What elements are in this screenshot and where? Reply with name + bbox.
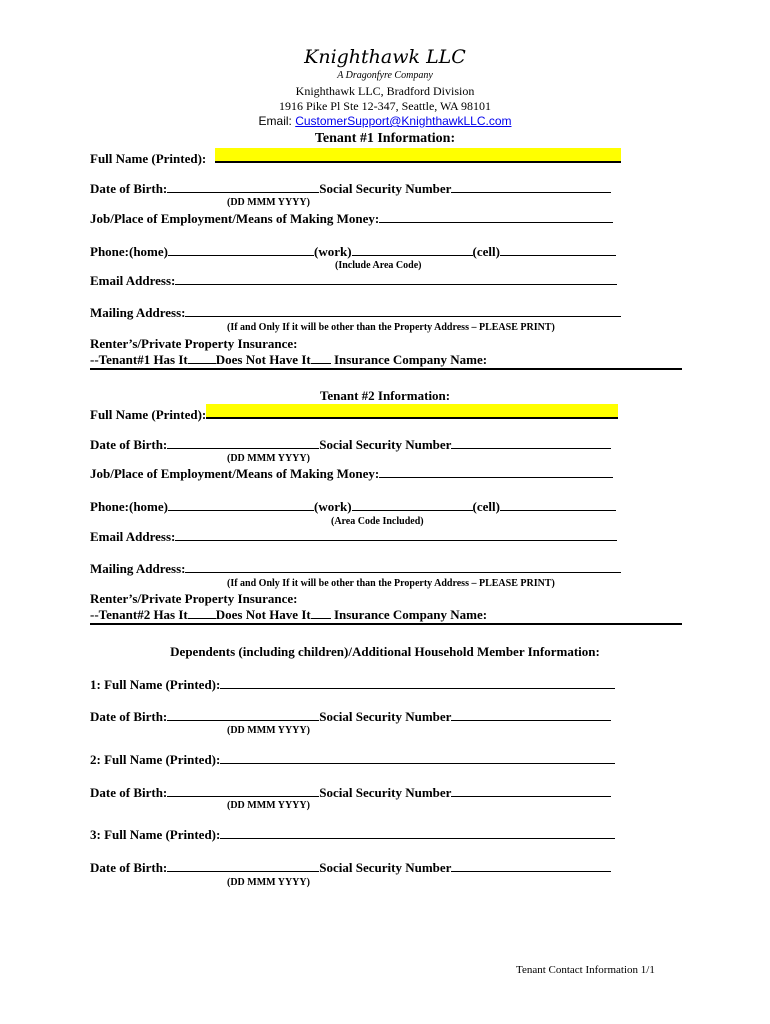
dependents-title: Dependents (including children)/Additional Household Member Information: <box>170 644 600 659</box>
tenant2-dob-field[interactable] <box>167 437 319 449</box>
company-address: 1916 Pike Pl Ste 12-347, Seattle, WA 98101 <box>278 99 492 113</box>
tenant1-phone-cell-field[interactable] <box>500 244 616 256</box>
tenant1-ins-not-label: Does Not Have It <box>215 352 311 367</box>
tenant1-phone-work-label: (work) <box>314 244 352 259</box>
tenant1-full-name-label: Full Name (Printed): <box>90 151 207 166</box>
tenant2-phone-note: (Area Code Included) <box>331 516 424 527</box>
dependent1-ssn-field[interactable] <box>451 709 611 721</box>
tenant2-insurance-label: Renter’s/Private Property Insurance: <box>90 591 298 606</box>
tenant2-ins-has-label: --Tenant#2 Has It <box>90 607 188 622</box>
tenant2-title: Tenant #2 Information: <box>319 388 451 403</box>
tenant2-ins-not-label: Does Not Have It <box>215 607 311 622</box>
dependent2-dob-label: Date of Birth: <box>90 785 168 800</box>
tenant2-mailing-row <box>90 561 621 577</box>
tenant1-mailing-row <box>90 305 621 321</box>
tenant1-mailing-note: (If and Only If it will be other than the Property Address – PLEASE PRINT) <box>227 322 555 333</box>
tenant1-email-row <box>90 273 617 289</box>
tenant1-ins-company-label: Insurance Company Name: <box>333 352 488 367</box>
tenant2-mailing-label: Mailing Address: <box>90 561 186 576</box>
dependent1-dob-format-note: (DD MMM YYYY) <box>227 725 310 736</box>
dependent3-ssn-label: Social Security Number <box>319 860 452 875</box>
dependent1-name-field[interactable] <box>220 677 615 689</box>
dependent2-name-field[interactable] <box>220 752 615 764</box>
dependent2-dob-row <box>90 785 611 801</box>
support-email-link[interactable]: CustomerSupport@KnighthawkLLC.com <box>295 114 512 128</box>
tenant2-full-name-row <box>90 404 618 423</box>
tenant2-ins-company-label: Insurance Company Name: <box>333 607 488 622</box>
tenant2-dob-label: Date of Birth: <box>90 437 168 452</box>
dependent3-name-field[interactable] <box>220 827 615 839</box>
tenant2-job-row <box>90 466 613 482</box>
tenant1-phone-cell-label: (cell) <box>472 244 500 259</box>
tenant2-email-row <box>90 529 617 545</box>
dependent3-name-row <box>90 827 615 843</box>
tenant2-phone-home-field[interactable] <box>168 499 314 511</box>
tenant1-job-field[interactable] <box>379 211 613 223</box>
tenant1-ssn-label: Social Security Number <box>319 181 452 196</box>
dependent1-dob-field[interactable] <box>167 709 319 721</box>
tenant2-dob-row <box>90 437 611 453</box>
dependent2-ssn-field[interactable] <box>451 785 611 797</box>
tenant1-job-label: Job/Place of Employment/Means of Making Money: <box>90 211 380 226</box>
page-footer: Tenant Contact Information 1/1 <box>516 964 655 976</box>
dependent1-dob-label: Date of Birth: <box>90 709 168 724</box>
tenant1-dob-row <box>90 181 611 197</box>
tenant2-ins-not-field[interactable] <box>311 607 331 619</box>
tenant2-job-field[interactable] <box>379 466 613 478</box>
tenant1-email-field[interactable] <box>175 273 617 285</box>
tenant1-dob-format-note: (DD MMM YYYY) <box>227 197 310 208</box>
dependent1-name-label: 1: Full Name (Printed): <box>90 677 221 692</box>
tenant2-full-name-label: Full Name (Printed): <box>90 407 207 422</box>
company-division: Knighthawk LLC, Bradford Division <box>295 84 475 98</box>
dependent1-ssn-label: Social Security Number <box>319 709 452 724</box>
tenant2-phone-work-label: (work) <box>314 499 352 514</box>
dependent2-dob-field[interactable] <box>167 785 319 797</box>
section-divider <box>90 368 682 370</box>
dependent1-dob-row <box>90 709 611 725</box>
tenant1-insurance-row <box>90 352 487 368</box>
tenant2-full-name-field[interactable] <box>206 404 618 419</box>
tenant1-ssn-field[interactable] <box>451 181 611 193</box>
tenant1-ins-not-field[interactable] <box>311 352 331 364</box>
tenant1-mailing-field[interactable] <box>185 305 621 317</box>
tenant2-mailing-field[interactable] <box>185 561 621 573</box>
company-email-line <box>0 114 770 128</box>
dependent3-dob-label: Date of Birth: <box>90 860 168 875</box>
tenant1-mailing-label: Mailing Address: <box>90 305 186 320</box>
tenant2-phone-cell-label: (cell) <box>472 499 500 514</box>
company-name: Knighthawk LLC <box>304 46 466 68</box>
company-tagline: A Dragonfyre Company <box>337 70 433 81</box>
tenant1-dob-field[interactable] <box>167 181 319 193</box>
tenant1-phone-work-field[interactable] <box>352 244 473 256</box>
tenant1-phone-note: (Include Area Code) <box>335 260 422 271</box>
tenant2-mailing-note: (If and Only If it will be other than the Property Address – PLEASE PRINT) <box>227 578 555 589</box>
tenant1-job-row <box>90 211 613 227</box>
tenant2-phone-row <box>90 499 616 515</box>
dependent2-ssn-label: Social Security Number <box>319 785 452 800</box>
tenant1-phone-home-field[interactable] <box>168 244 314 256</box>
tenant2-dob-format-note: (DD MMM YYYY) <box>227 453 310 464</box>
dependent3-dob-field[interactable] <box>167 860 319 872</box>
tenant2-ssn-field[interactable] <box>451 437 611 449</box>
dependent2-name-label: 2: Full Name (Printed): <box>90 752 221 767</box>
dependent3-name-label: 3: Full Name (Printed): <box>90 827 221 842</box>
dependent2-name-row <box>90 752 615 768</box>
tenant1-full-name-field[interactable] <box>215 148 621 163</box>
tenant1-phone-home-label: Phone:(home) <box>90 244 168 259</box>
dependent3-dob-row <box>90 860 611 876</box>
dependent3-dob-format-note: (DD MMM YYYY) <box>227 877 310 888</box>
tenant2-ssn-label: Social Security Number <box>319 437 452 452</box>
tenant2-email-label: Email Address: <box>90 529 176 544</box>
dependent1-name-row <box>90 677 615 693</box>
tenant2-job-label: Job/Place of Employment/Means of Making Money: <box>90 466 380 481</box>
dependent2-dob-format-note: (DD MMM YYYY) <box>227 800 310 811</box>
tenant1-full-name-row <box>90 148 621 167</box>
email-label: Email: <box>258 114 292 128</box>
tenant2-phone-work-field[interactable] <box>352 499 473 511</box>
tenant1-email-label: Email Address: <box>90 273 176 288</box>
tenant2-ins-has-field[interactable] <box>188 607 216 619</box>
tenant2-phone-home-label: Phone:(home) <box>90 499 168 514</box>
tenant1-ins-has-field[interactable] <box>188 352 216 364</box>
tenant1-title: Tenant #1 Information: <box>314 131 456 146</box>
tenant1-insurance-label: Renter’s/Private Property Insurance: <box>90 336 298 351</box>
tenant1-dob-label: Date of Birth: <box>90 181 168 196</box>
tenant2-email-field[interactable] <box>175 529 617 541</box>
section-divider <box>90 623 682 625</box>
tenant2-insurance-row <box>90 607 487 623</box>
tenant2-phone-cell-field[interactable] <box>500 499 616 511</box>
tenant1-ins-has-label: --Tenant#1 Has It <box>90 352 188 367</box>
tenant1-phone-row <box>90 244 616 260</box>
dependent3-ssn-field[interactable] <box>451 860 611 872</box>
